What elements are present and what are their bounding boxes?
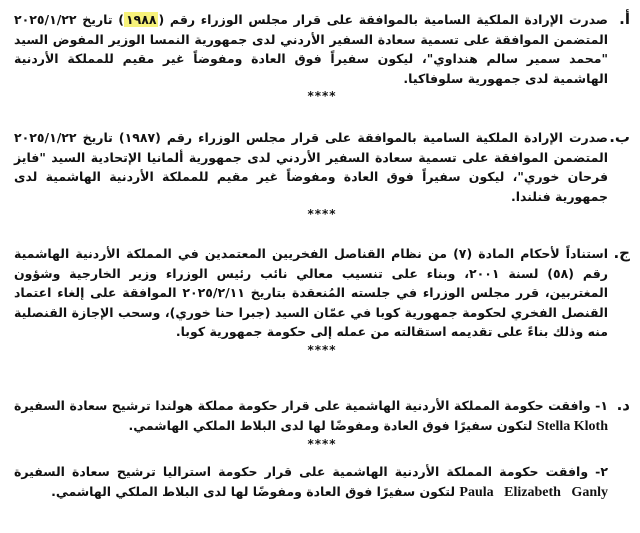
separator: ****: [307, 89, 337, 103]
item-marker: ج.: [613, 244, 630, 262]
item-b-text: صدرت الإرادة الملكية السامية بالموافقة على قرار مجلس الوزراء رقم (١٩٨٧) تاريخ ٢٠٢٥/١/٢٢ المتضمن الموافقة على تسمية سعادة السفير الأردني لدى جمهورية ألمانيا الإتحادية السيد "فايز فرحان خوري"، ليكون سفيراً فوق العادة ومفوضاً غير مقيم للمملكة الأردنية الهاشمية لدى جمهورية فنلندا.: [14, 130, 609, 204]
item-marker: د.: [616, 396, 630, 414]
item-c-text: استناداً لأحكام المادة (٧) من نظام القناصل الفخريين المعتمدين في المملكة الأردنية الهاشمية رقم (٥٨) لسنة ٢٠٠١، وبناء على تنسيب معالي نائب رئيس الوزراء وزير الخارجية وشؤون المغتربين، قرر مجلس الوزراء في جلسته المُنعقدة بتاريخ ٢٠٢٥/٢/١١ الموافقة على إلغاء اعتماد القنصل الفخري لحكومة جمهورية كوبا في عمّان السيد (جبرا حنا خوري)، وسحب الإجازة القنصلية منه وذلك بناءً على تقديمه استقالته من عمله إلى حكومة جمهورية كوبا.: [14, 246, 609, 339]
item-number: ١-: [595, 398, 608, 413]
item-b: [14, 128, 630, 220]
item-number: ٢-: [595, 464, 608, 479]
item-d-1: [14, 396, 630, 450]
separator: ****: [307, 342, 337, 357]
highlighted-decision-number: ١٩٨٨: [125, 12, 157, 27]
item-d-2: [14, 462, 630, 502]
separator: ****: [307, 437, 337, 451]
item-c: [14, 244, 630, 356]
ambassador-name: Stella Kloth: [536, 418, 608, 434]
item-marker: ب.: [609, 128, 630, 146]
item-d-2-text: ٢- وافقت حكومة المملكة الأردنية الهاشمية على قرار حكومة استراليا ترشيح سعادة السفيرة Paula Elizabeth Ganly لتكون سفيرًا فوق العادة ومفوضًا لها لدى البلاط الملكي الهاشمي.: [14, 464, 608, 500]
item-a-text: صدرت الإرادة الملكية السامية بالموافقة على قرار مجلس الوزراء رقم (١٩٨٨) تاريخ ٢٠٢٥/١/٢٢ المتضمن الموافقة على تسمية سعادة السفير الأردني لدى جمهورية النمسا الوزير المفوض السيد "محمد سمير سالم هنداوي"، ليكون سفيراً فوق العادة ومفوضاً غير مقيم للمملكة الأردنية الهاشمية لدى جمهورية سلوفاكيا.: [14, 12, 609, 86]
item-d-1-text: ١- وافقت حكومة المملكة الأردنية الهاشمية على قرار حكومة مملكة هولندا ترشيح سعادة السفيرة Stella Kloth لتكون سفيرًا فوق العادة ومفوضًا لها لدى البلاط الملكي الهاشمي.: [14, 398, 608, 434]
item-marker: أ.: [619, 10, 630, 28]
separator: ****: [307, 207, 337, 221]
item-a: [14, 10, 630, 102]
ambassador-name: Paula Elizabeth Ganly: [459, 484, 608, 500]
